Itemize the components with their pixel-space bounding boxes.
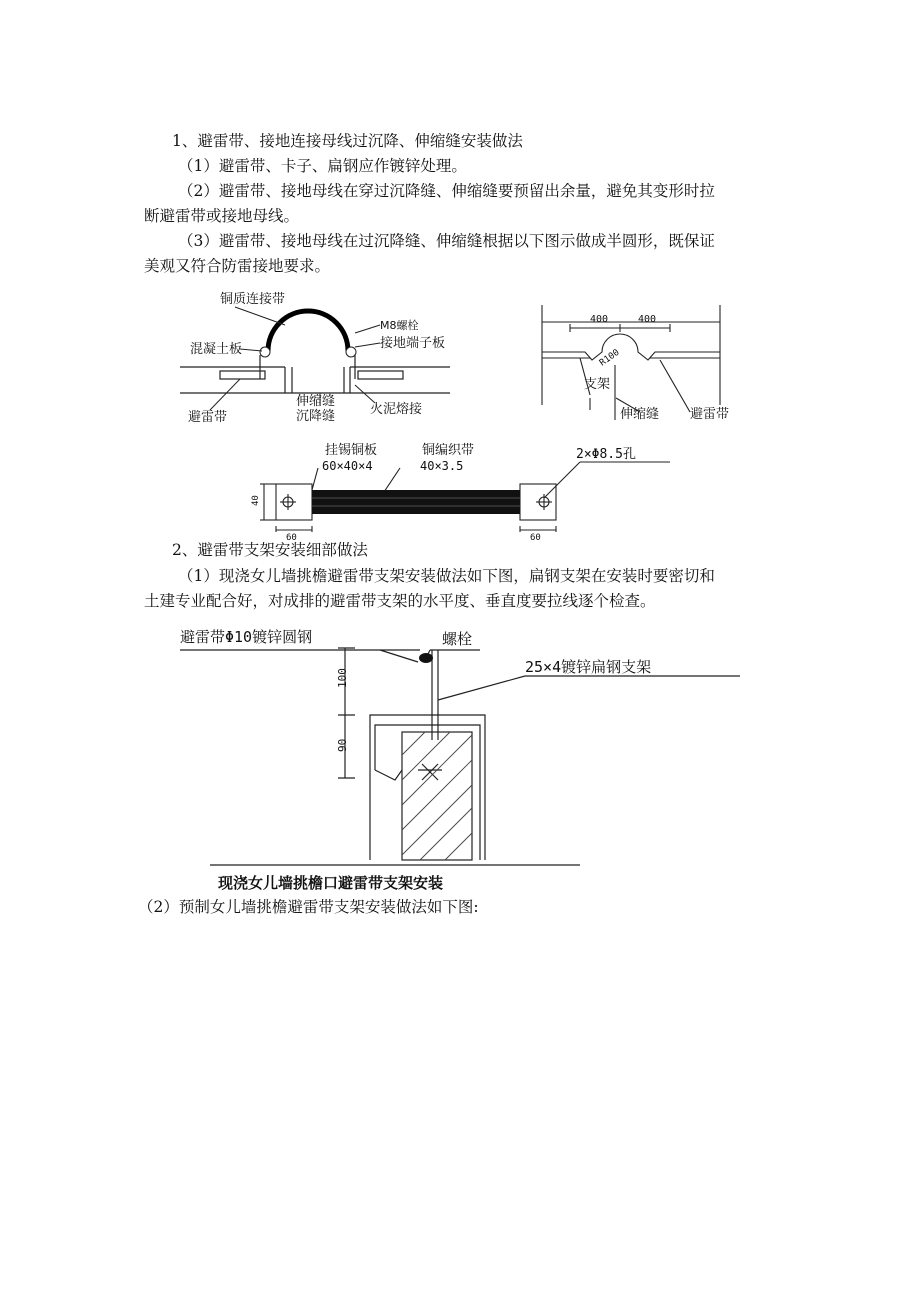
label-bolt: M8螺栓 (380, 319, 419, 332)
label-plate-size: 60×40×4 (322, 459, 373, 473)
label-terminal-plate: 接地端子板 (380, 336, 446, 351)
label-settlement-joint: 沉降缝 (296, 409, 336, 424)
formwork-outline (370, 715, 485, 860)
section1-heading: 1、避雷带、接地连接母线过沉降、伸缩缝安装做法 (172, 132, 523, 150)
copper-braid (312, 490, 520, 514)
label-braid-size: 40×3.5 (420, 459, 464, 473)
label-lightning-strip: 避雷带 (188, 410, 228, 425)
section2-heading: 2、避雷带支架安装细部做法 (172, 541, 368, 559)
label-concrete-slab: 混凝土板 (190, 342, 243, 357)
dim-right-400: 400 (638, 314, 657, 325)
figure-caption: 现浇女儿墙挑檐口避雷带支架安装 (218, 874, 444, 892)
label-round-steel: 避雷带Φ10镀锌圆钢 (180, 628, 313, 646)
label-copper-strap: 铜质连接带 (220, 292, 286, 307)
section2-para2: （2）预制女儿墙挑檐避雷带支架安装做法如下图: (138, 898, 479, 916)
dim-lower-90: 90 (336, 738, 349, 752)
label-plate-name: 挂锡铜板 (325, 443, 378, 458)
figure-parapet-bend-detail (530, 300, 740, 430)
dim-right-60: 60 (530, 533, 541, 543)
label-lightning-strip-b: 避雷带 (690, 407, 730, 422)
section1-para1: （1）避雷带、卡子、扁钢应作镀锌处理。 (178, 157, 467, 175)
round-steel-section (419, 653, 433, 663)
bolt-left (260, 347, 270, 357)
figure-copper-braid-strap (250, 440, 680, 543)
section1-para2-line1: （2）避雷带、接地母线在穿过沉降缝、伸缩缝要预留出余量，避免其变形时拉 (178, 182, 715, 200)
section2-para1-line2: 土建专业配合好，对成排的避雷带支架的水平度、垂直度要拉线逐个检查。 (144, 592, 656, 610)
lightning-strip-bend (542, 334, 720, 360)
dim-left-60: 60 (286, 533, 297, 543)
section1-para3-line1: （3）避雷带、接地母线在过沉降缝、伸缩缝根据以下图示做成半圆形，既保证 (178, 232, 715, 250)
copper-strap-arc (268, 311, 348, 351)
label-expansion-joint: 伸缩缝 (296, 394, 336, 409)
bolt-right (346, 347, 356, 357)
label-welding: 火泥熔接 (370, 402, 423, 417)
label-braid-name: 铜编织带 (422, 443, 475, 458)
section2-para1-line1: （1）现浇女儿墙挑檐避雷带支架安装做法如下图，扁钢支架在安装时要密切和 (178, 567, 715, 585)
figure-parapet-support-installation (180, 620, 740, 895)
label-support: 支架 (584, 377, 611, 392)
dim-left-400: 400 (590, 314, 609, 325)
figure-joint-crossing-detail (180, 285, 460, 430)
label-flat-steel: 25×4镀锌扁钢支架 (525, 658, 652, 676)
label-bolt-d: 螺栓 (442, 630, 473, 648)
label-joint: 伸缩缝 (620, 407, 660, 422)
dim-upper-100: 100 (336, 668, 349, 688)
dim-radius: R100 (597, 347, 622, 369)
section1-para3-line2: 美观又符合防雷接地要求。 (144, 257, 331, 275)
label-holes: 2×Φ8.5孔 (576, 447, 636, 462)
section1-para2-line2: 断避雷带或接地母线。 (144, 207, 300, 225)
dim-height-40: 40 (251, 495, 261, 506)
